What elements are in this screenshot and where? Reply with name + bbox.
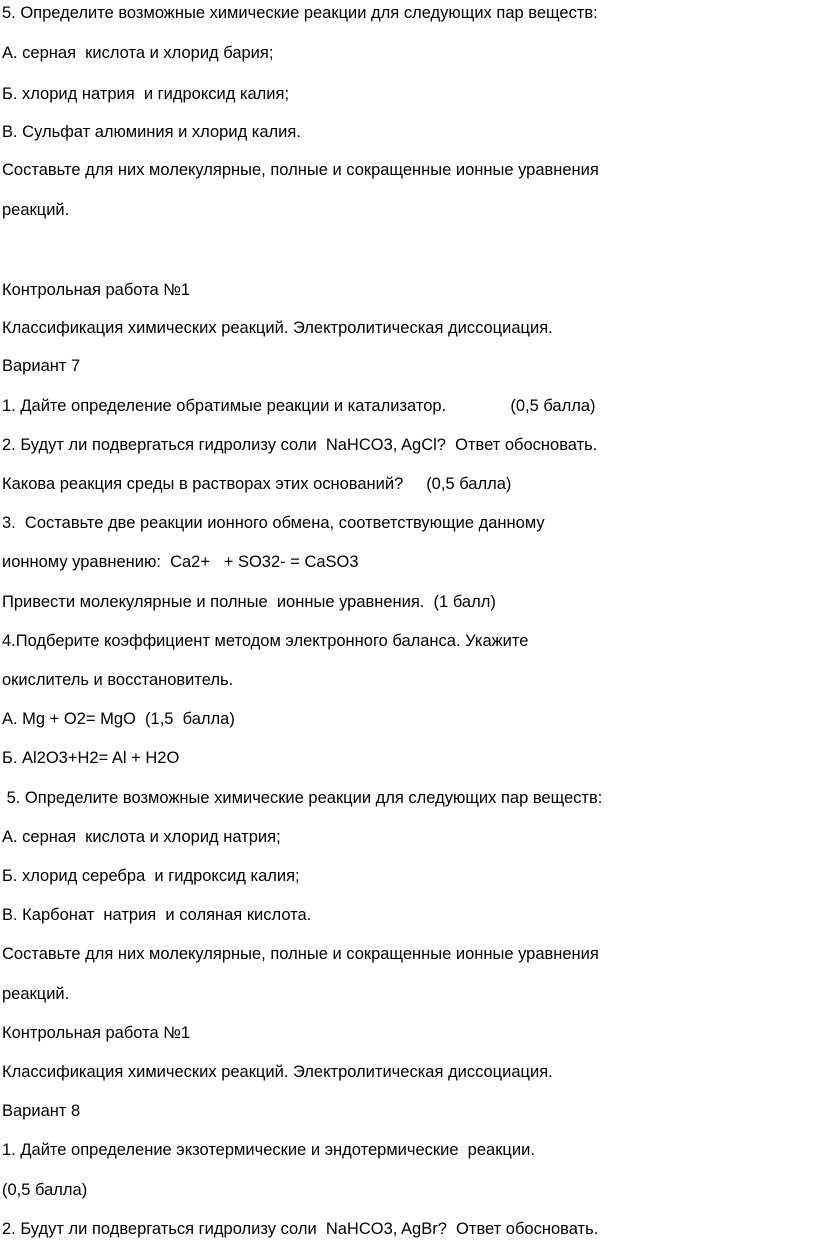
task-5-option-b: Б. хлорид натрия и гидроксид калия; xyxy=(2,85,290,103)
task-4-option-b: Б. Al2O3+H2= Al + H2O xyxy=(2,749,180,767)
task-5-option-c: В. Сульфат алюминия и хлорид калия. xyxy=(2,123,301,141)
task-2: 2. Будут ли подвергаться гидролизу соли NaHCO3, AgCl? Ответ обосновать. xyxy=(2,436,598,454)
task-2-v8: 2. Будут ли подвергаться гидролизу соли NaHCO3, AgBr? Ответ обосновать. xyxy=(2,1220,599,1238)
task-5-instruction: Составьте для них молекулярные, полные и сокращенные ионные уравнения xyxy=(2,161,599,179)
task-3-equation: ионному уравнению: Ca2+ + SO32- = CaSO3 xyxy=(2,553,359,571)
task-5-option-a: А. серная кислота и хлорид бария; xyxy=(2,44,274,62)
variant-heading: Вариант 7 xyxy=(2,357,81,375)
task-1: 1. Дайте определение обратимые реакции и катализатор. (0,5 балла) xyxy=(2,397,596,415)
task-3-instruction: Привести молекулярные и полные ионные уравнения. (1 балл) xyxy=(2,593,496,611)
task-1-v8-points: (0,5 балла) xyxy=(2,1181,88,1199)
test-topic: Классификация химических реакций. Электролитическая диссоциация. xyxy=(2,319,553,337)
task-5-option-c-2: В. Карбонат натрия и соляная кислота. xyxy=(2,906,312,924)
task-1-v8: 1. Дайте определение экзотермические и эндотермические реакции. xyxy=(2,1141,535,1159)
task-4: 4.Подберите коэффициент методом электронного баланса. Укажите xyxy=(2,632,529,650)
task-5-instruction-end: реакций. xyxy=(2,201,70,219)
test-title-2: Контрольная работа №1 xyxy=(2,1024,191,1042)
task-4-option-a: А. Mg + O2= MgO (1,5 балла) xyxy=(2,710,235,728)
task-2-continuation: Какова реакция среды в растворах этих оснований? (0,5 балла) xyxy=(2,475,512,493)
variant-heading-2: Вариант 8 xyxy=(2,1102,81,1120)
task-5-option-a-2: А. серная кислота и хлорид натрия; xyxy=(2,828,281,846)
task-4-continuation: окислитель и восстановитель. xyxy=(2,671,234,689)
task-3: 3. Составьте две реакции ионного обмена, соответствующие данному xyxy=(2,514,545,532)
task-5-instruction-end-2: реакций. xyxy=(2,985,70,1003)
task-5-instruction-2: Составьте для них молекулярные, полные и сокращенные ионные уравнения xyxy=(2,945,599,963)
test-topic-2: Классификация химических реакций. Электролитическая диссоциация. xyxy=(2,1063,553,1081)
test-title: Контрольная работа №1 xyxy=(2,281,191,299)
task-5-heading-2: 5. Определите возможные химические реакции для следующих пар веществ: xyxy=(2,789,603,807)
task-5-heading: 5. Определите возможные химические реакции для следующих пар веществ: xyxy=(2,4,598,22)
task-5-option-b-2: Б. хлорид серебра и гидроксид калия; xyxy=(2,867,300,885)
